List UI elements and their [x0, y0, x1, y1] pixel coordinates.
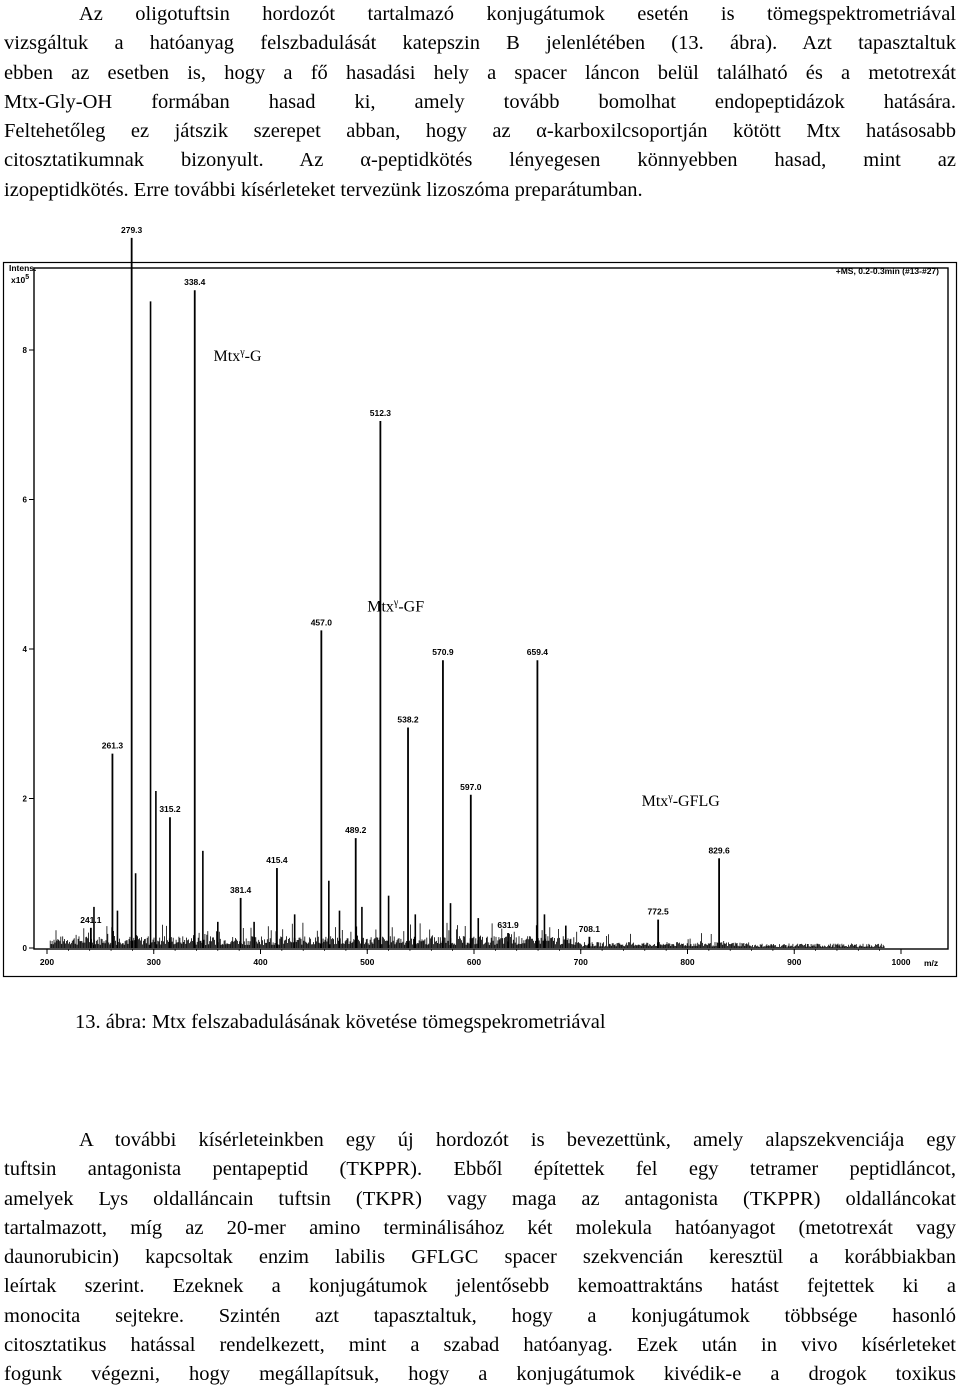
paragraph-line: izopeptidkötés. Erre további kísérleteket tervezünk lizoszóma preparátumban.	[4, 178, 643, 201]
paragraph-line: tuftsin antagonista pentapeptid (TKPPR). Ebből építettek fel egy tetramer peptidláncot,	[4, 1158, 956, 1181]
paragraph-1	[4, 0, 956, 205]
paragraph-line: tartalmazott, míg az 20-mer amino terminálisához két molekula hatóanyagot (metotrexát vagy	[4, 1216, 956, 1239]
peak-label: 457.0	[310, 617, 332, 628]
paragraph-line: amelyek Lys oldalláncain tuftsin (TKPR) vagy maga az antagonista (TKPPR) oldalláncokat	[4, 1187, 956, 1210]
peak-label: 631.9	[497, 920, 519, 931]
paragraph-2	[4, 1126, 956, 1390]
peak-label: 659.4	[526, 647, 549, 658]
x-tick-label: 700	[573, 957, 588, 967]
fragment-annotation: Mtx$^\gamma$-GF	[367, 597, 425, 616]
peak-label: 415.4	[266, 855, 288, 866]
peak-label: 279.3	[121, 224, 143, 235]
y-tick-label: 6	[22, 495, 27, 505]
x-tick-label: 300	[146, 957, 161, 967]
peak-label: 315.2	[159, 804, 181, 815]
paragraph-line: Mtx-Gly-OH formában hasad ki, amely tovább bomolhat endopeptidázok hatására.	[4, 90, 956, 113]
peak-label: 338.4	[184, 277, 206, 288]
chart-title: +MS, 0.2-0.3min (#13-#27)	[835, 266, 939, 276]
paragraph-line: A további kísérleteinkben egy új hordozót is bevezettünk, amely alapszekvenciája egy	[79, 1129, 956, 1151]
paragraph-line: Feltehetőleg ez játszik szerepet abban, hogy az α-karboxilcsoportján kötött Mtx hatásosabb	[4, 120, 956, 143]
peak-label: 597.0	[460, 781, 482, 792]
peak-label: 829.6	[708, 845, 730, 856]
peak-label: 489.2	[345, 825, 367, 836]
paragraph-line: citosztatikus hatással rendelkezett, mint a szabad hatóanyag. Ezek után in vivo kísérleteket	[4, 1334, 956, 1357]
peak-label: 708.1	[578, 923, 601, 934]
peak-label: 570.9	[432, 647, 454, 658]
peak-label: 261.3	[101, 740, 124, 751]
paragraph-line: fogunk végezni, hogy megállapítsuk, hogy a konjugátumok kivédik-e a drogok toxikus	[4, 1363, 956, 1386]
paragraph-line: citosztatikumnak bizonyult. Az α-peptidkötés lényegesen könnyebben hasad, mint az	[4, 149, 956, 172]
paragraph-line: ebben az esetben is, hogy a fő hasadási hely a spacer láncon belül található és a metotrexát	[4, 61, 956, 84]
x-tick-label: 500	[360, 957, 375, 967]
x-tick-label: 200	[39, 957, 55, 967]
y-axis-multiplier: $x10^5$	[11, 274, 30, 285]
peak-label: 241.1	[80, 914, 102, 925]
mass-spectrum-chart	[3, 224, 957, 977]
x-tick-label: 900	[787, 957, 802, 967]
y-tick-label: 2	[22, 794, 27, 804]
fragment-annotation: Mtx$^\gamma$-G	[213, 347, 262, 366]
figure-caption: 13. ábra: Mtx felszabadulásának követése tömegspekrometriával	[75, 1011, 606, 1033]
x-axis-label: m/z	[924, 958, 939, 968]
peak-label: 512.3	[369, 408, 392, 419]
paragraph-line: monocita sejtekre. Szintén azt tapasztaltuk, hogy a konjugátumok többsége hasonló	[4, 1304, 956, 1327]
y-tick-label: 8	[22, 346, 27, 355]
x-tick-label: 1000	[891, 957, 911, 967]
x-tick-label: 400	[253, 957, 268, 967]
fragment-annotation: Mtx$^\gamma$-GFLG	[641, 791, 720, 810]
plot-area	[34, 268, 948, 949]
peak-label: 772.5	[647, 906, 669, 917]
paragraph-line: Az oligotuftsin hordozót tartalmazó konjugátumok esetén is tömegspektrometriával	[79, 3, 956, 25]
mass-spectrum-figure	[3, 224, 957, 977]
paragraph-line: vizsgáltuk a hatóanyag felszbadulását katepszin B jelenlétében (13. ábra). Azt tapasztaltuk	[4, 32, 956, 55]
x-tick-label: 800	[680, 957, 695, 967]
y-axis-label: Intens.	[9, 263, 37, 273]
peak-label: 538.2	[397, 714, 419, 725]
x-tick-label: 600	[466, 957, 482, 967]
peak-label: 381.4	[230, 884, 252, 895]
y-tick-label: 0	[22, 944, 27, 953]
paragraph-line: daunorubicin) kapcsoltak enzim labilis GFLGC spacer szekvencián keresztül a korábbiakban	[4, 1246, 956, 1269]
paragraph-line: leírtak szerint. Ezeknek a konjugátumok jelentősebb kemoattraktáns hatást fejtettek ki a	[4, 1275, 956, 1298]
y-tick-label: 4	[22, 645, 27, 654]
